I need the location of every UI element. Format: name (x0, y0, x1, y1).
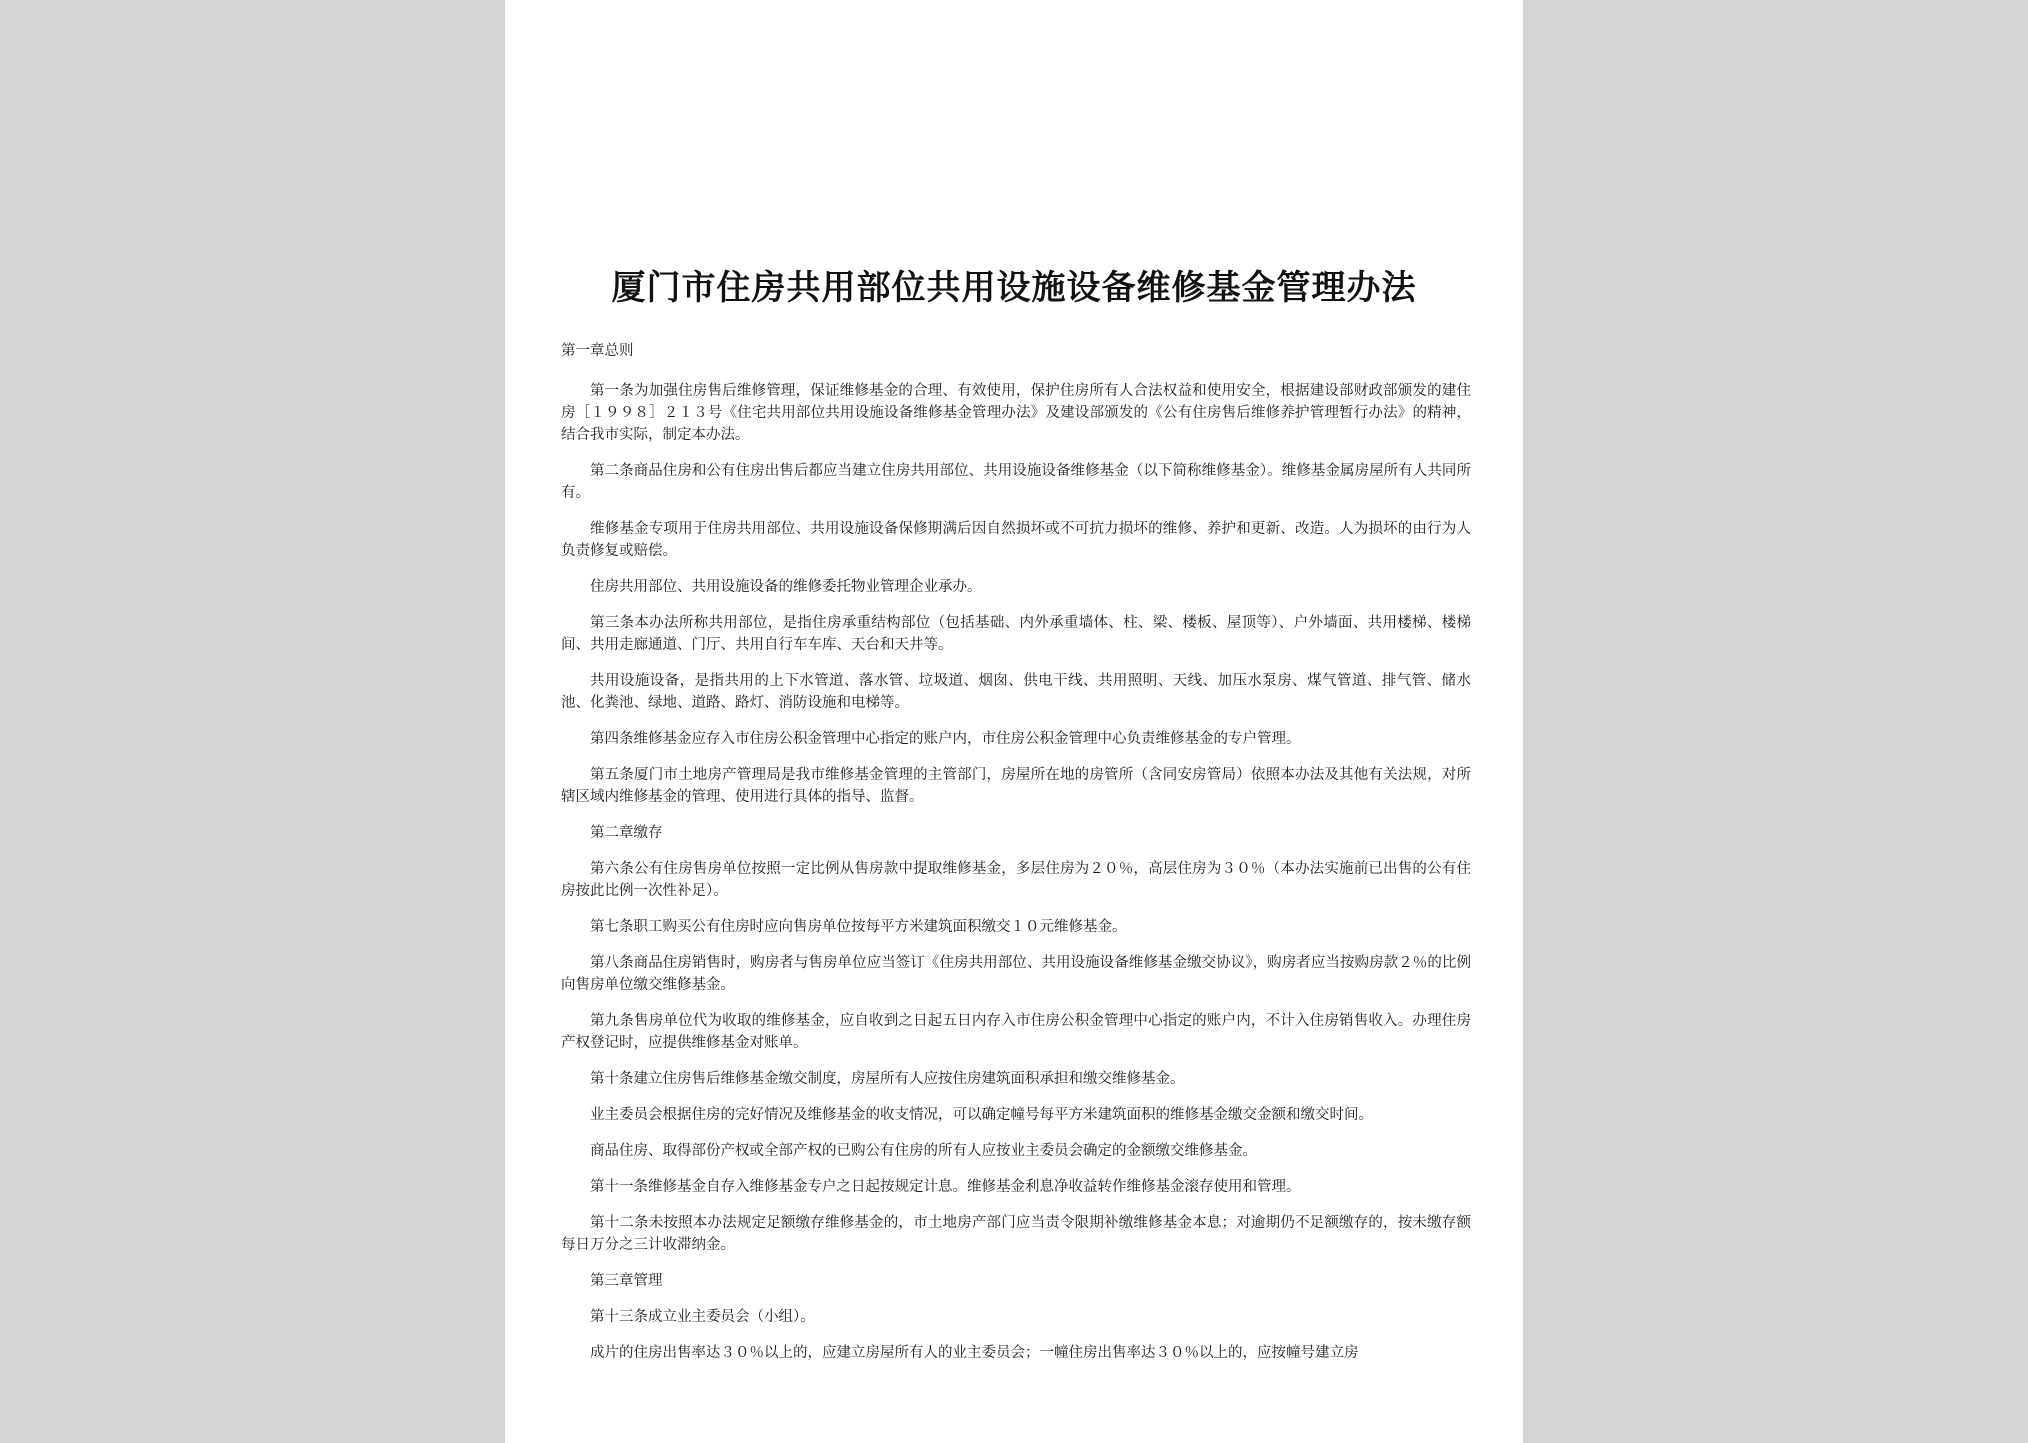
chapter-heading: 第二章缴存 (590, 825, 663, 841)
paragraph: 业主委员会根据住房的完好情况及维修基金的收支情况，可以确定幢号每平方米建筑面积的维修基金缴交金额和缴交时间。 (590, 1107, 1373, 1123)
document-page (505, 0, 1523, 1443)
document-title: 厦门市住房共用部位共用设施设备维修基金管理办法 (611, 268, 1417, 308)
paragraph: 第十一条维修基金自存入维修基金专户之日起按规定计息。维修基金利息净收益转作维修基金滚存使用和管理。 (590, 1179, 1301, 1195)
paragraph: 维修基金专项用于住房共用部位、共用设施设备保修期满后因自然损坏或不可抗力损坏的维修、养护和更新、改造。人为损坏的由行为人负责修复或赔偿。 (561, 521, 1471, 559)
chapter-heading: 第一章总则 (561, 343, 634, 359)
paragraph: 第二条商品住房和公有住房出售后都应当建立住房共用部位、共用设施设备维修基金（以下简称维修基金）。维修基金属房屋所有人共同所有。 (561, 463, 1471, 501)
document-body (561, 340, 1471, 1378)
paragraph: 第九条售房单位代为收取的维修基金，应自收到之日起五日内存入市住房公积金管理中心指定的账户内，不计入住房销售收入。办理住房产权登记时，应提供维修基金对账单。 (561, 1013, 1471, 1051)
paragraph: 共用设施设备，是指共用的上下水管道、落水管、垃圾道、烟囱、供电干线、共用照明、天线、加压水泵房、煤气管道、排气管、储水池、化粪池、绿地、道路、路灯、消防设施和电梯等。 (561, 673, 1471, 711)
paragraph: 第十三条成立业主委员会（小组）。 (590, 1309, 815, 1325)
chapter-heading: 第三章管理 (590, 1273, 663, 1289)
paragraph: 成片的住房出售率达３０％以上的，应建立房屋所有人的业主委员会；一幢住房出售率达３０％以上的，应按幢号建立房 (590, 1345, 1359, 1361)
paragraph: 第八条商品住房销售时，购房者与售房单位应当签订《住房共用部位、共用设施设备维修基金缴交协议》，购房者应当按购房款２％的比例向售房单位缴交维修基金。 (561, 955, 1471, 993)
paragraph: 第四条维修基金应存入市住房公积金管理中心指定的账户内，市住房公积金管理中心负责维修基金的专户管理。 (590, 731, 1301, 747)
paragraph: 商品住房、取得部份产权或全部产权的已购公有住房的所有人应按业主委员会确定的金额缴交维修基金。 (590, 1143, 1257, 1159)
paragraph: 第十条建立住房售后维修基金缴交制度，房屋所有人应按住房建筑面积承担和缴交维修基金。 (590, 1071, 1185, 1087)
paragraph: 第七条职工购买公有住房时应向售房单位按每平方米建筑面积缴交１０元维修基金。 (590, 919, 1127, 935)
paragraph: 第三条本办法所称共用部位，是指住房承重结构部位（包括基础、内外承重墙体、柱、梁、楼板、屋顶等）、户外墙面、共用楼梯、楼梯间、共用走廊通道、门厅、共用自行车车库、天台和天井等。 (561, 615, 1471, 653)
paragraph: 第六条公有住房售房单位按照一定比例从售房款中提取维修基金，多层住房为２０％，高层住房为３０％（本办法实施前已出售的公有住房按此比例一次性补足）。 (561, 861, 1471, 899)
paragraph: 第五条厦门市土地房产管理局是我市维修基金管理的主管部门，房屋所在地的房管所（含同安房管局）依照本办法及其他有关法规，对所辖区域内维修基金的管理、使用进行具体的指导、监督。 (561, 767, 1471, 805)
paragraph: 第十二条未按照本办法规定足额缴存维修基金的，市土地房产部门应当责令限期补缴维修基金本息；对逾期仍不足额缴存的，按未缴存额每日万分之三计收滞纳金。 (561, 1215, 1471, 1253)
paragraph: 住房共用部位、共用设施设备的维修委托物业管理企业承办。 (590, 579, 982, 595)
paragraph: 第一条为加强住房售后维修管理，保证维修基金的合理、有效使用，保护住房所有人合法权益和使用安全，根据建设部财政部颁发的建住房［１９９８］２１３号《住宅共用部位共用设施设备维修基金管理办法》及建设部颁发的《公有住房售后维修养护管理暂行办法》的精神，结合我市实际，制定本办法。 (561, 383, 1471, 443)
